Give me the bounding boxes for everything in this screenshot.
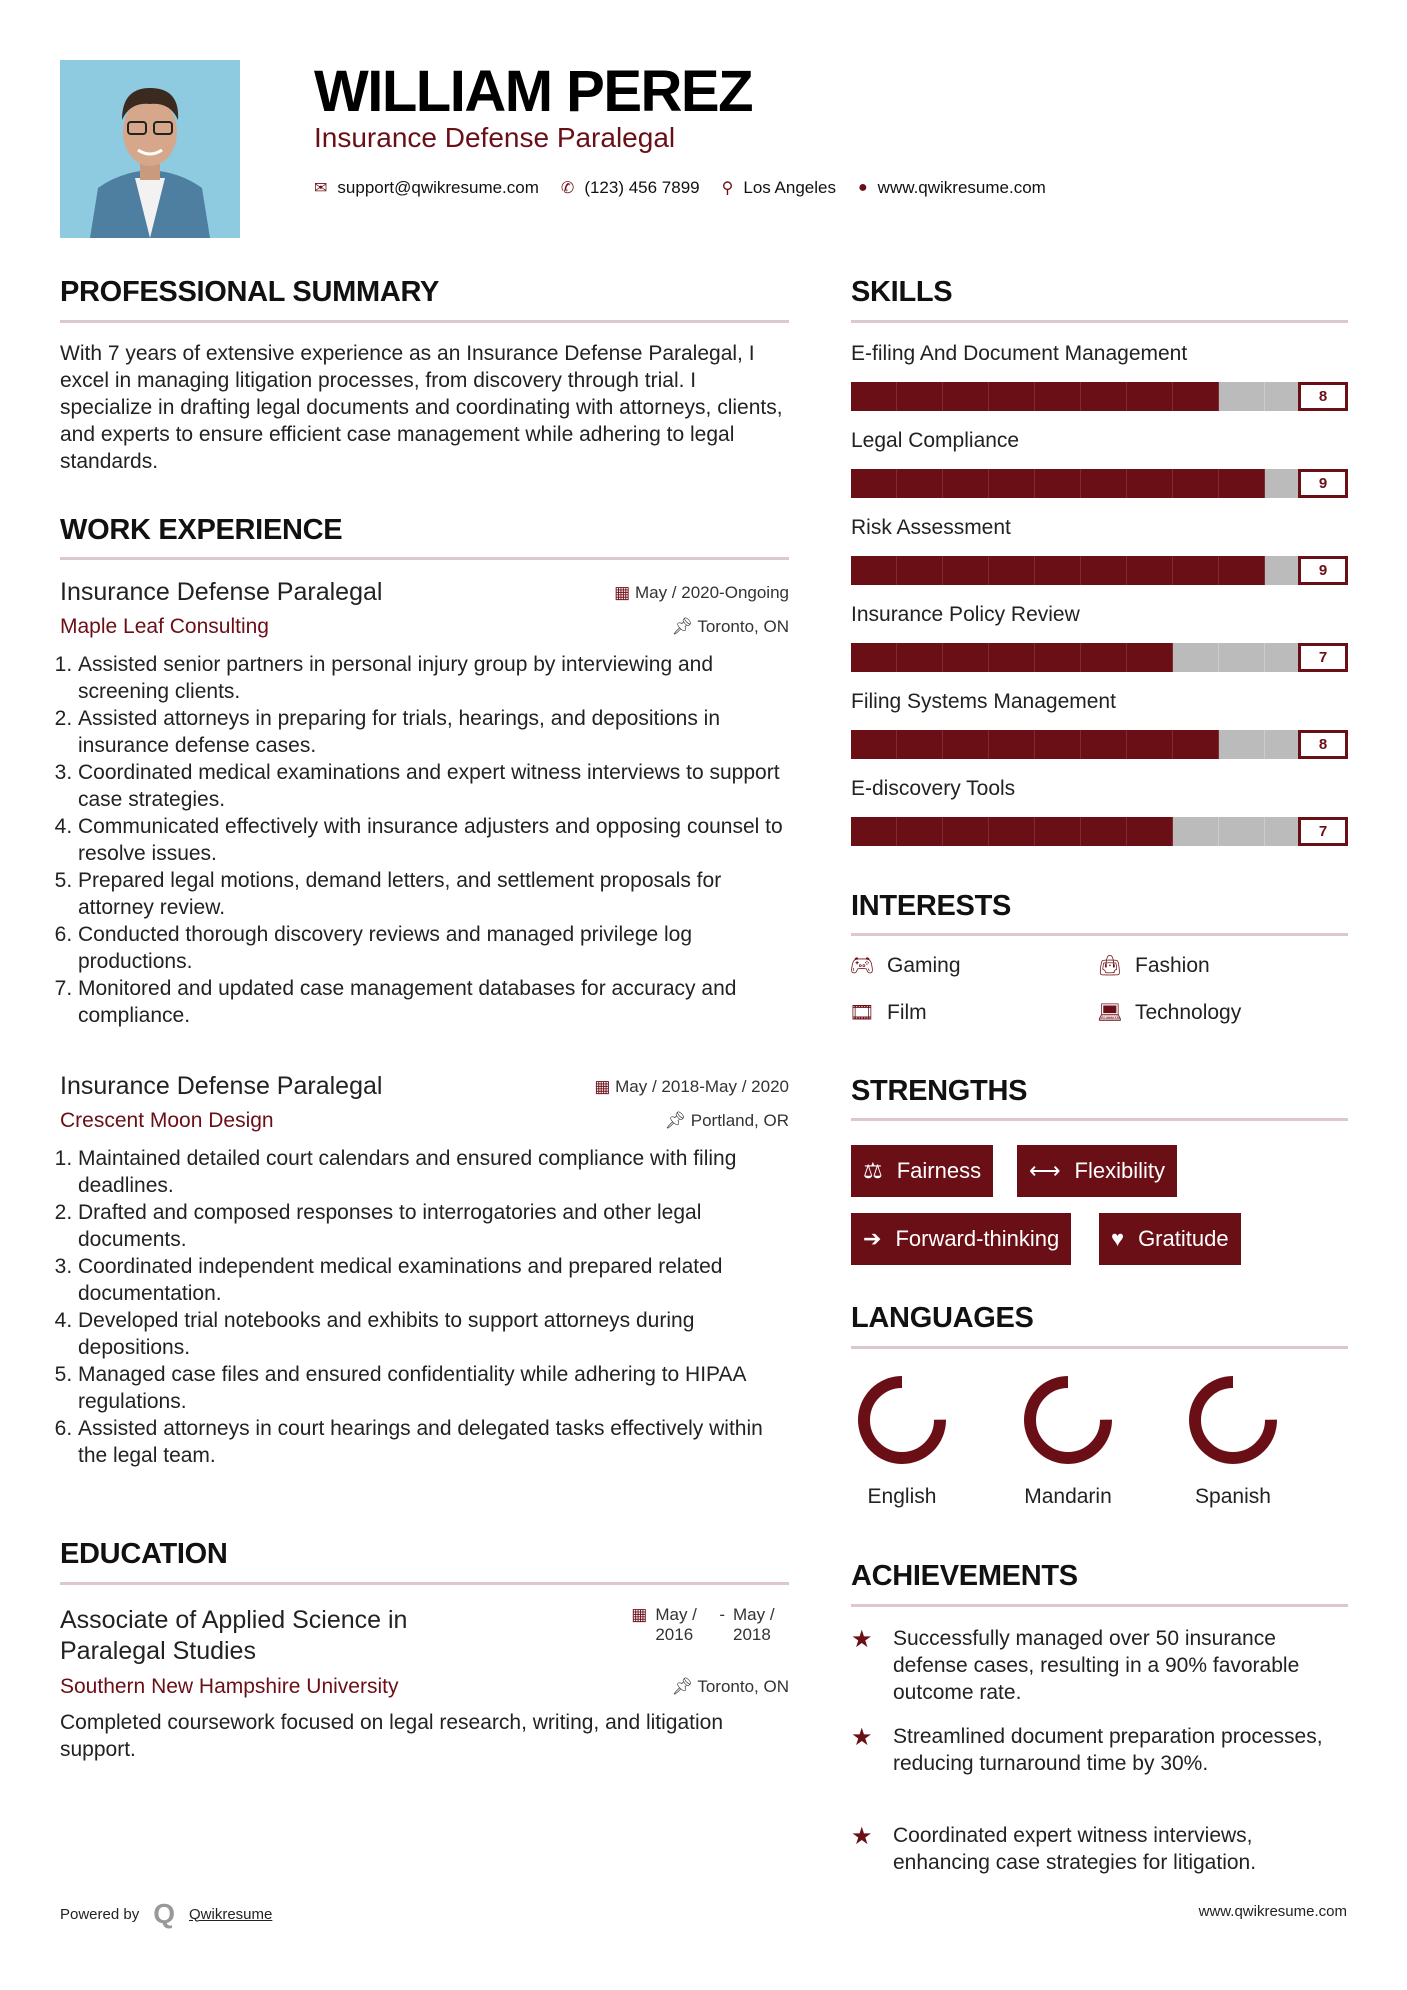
language-item xyxy=(1008,1372,1128,1509)
education-text: Completed coursework focused on legal research, writing, and litigation support. xyxy=(60,1711,724,1761)
section-divider xyxy=(60,1582,789,1585)
interest-label: Technology xyxy=(1135,1000,1242,1024)
skill-value: 7 xyxy=(1298,643,1348,672)
skill-bar xyxy=(851,382,1348,412)
skill-value: 9 xyxy=(1298,469,1348,498)
list-item: 6. Conducted thorough discovery reviews and managed privilege log productions. xyxy=(78,921,789,975)
interest-item xyxy=(1097,953,1210,978)
list-item: 2. Assisted attorneys in preparing for trials, hearings, and depositions in insurance defense cases. xyxy=(78,705,789,759)
edu-end: May / 2018 xyxy=(733,1605,775,1644)
job-bullets xyxy=(60,1145,789,1469)
skill-value: 8 xyxy=(1298,382,1348,411)
achievement-text: Coordinated expert witness interviews, enhancing case strategies for litigation. xyxy=(893,1824,1257,1874)
skills-heading: SKILLS xyxy=(851,276,953,308)
section-divider xyxy=(60,557,789,560)
interest-label: Gaming xyxy=(887,953,961,977)
skill-bar xyxy=(851,730,1348,760)
list-item: 5. Prepared legal motions, demand letters, and settlement proposals for attorney review. xyxy=(78,867,789,921)
list-item: 5. Managed case files and ensured confidentiality while adhering to HIPAA regulations. xyxy=(78,1361,789,1415)
skill-label: Legal Compliance xyxy=(851,429,1020,452)
pin-icon: 📌︎ xyxy=(671,1677,693,1696)
date-separator: - xyxy=(719,1605,725,1624)
star-icon: ★ xyxy=(851,1626,873,1653)
strength-tag xyxy=(851,1145,993,1197)
language-arc xyxy=(1030,1382,1106,1458)
strength-tag xyxy=(1017,1145,1177,1197)
contact-website[interactable]: www.qwikresume.com xyxy=(877,178,1046,197)
job-company: Crescent Moon Design xyxy=(60,1109,274,1132)
powered-by-label: Powered by xyxy=(60,1905,140,1923)
calendar-icon: ▦ xyxy=(631,1605,648,1624)
school: Southern New Hampshire University xyxy=(60,1675,399,1698)
strength-label: Forward-thinking xyxy=(895,1226,1060,1251)
interest-item xyxy=(1097,1000,1241,1025)
degree: Associate of Applied Science in Paralegal Studies xyxy=(60,1606,408,1665)
list-item: 3. Coordinated independent medical examinations and prepared related documentation. xyxy=(78,1253,789,1307)
skill-fill xyxy=(851,556,1265,585)
language-progress-ring xyxy=(1020,1372,1116,1468)
strength-tag xyxy=(851,1213,1071,1265)
job-entry xyxy=(60,1072,789,1469)
section-divider xyxy=(60,320,789,323)
skill-label: E-discovery Tools xyxy=(851,777,1016,800)
section-divider xyxy=(851,1346,1348,1349)
map-marker-icon: ⚲ xyxy=(721,180,734,197)
achievement-text: Successfully managed over 50 insurance defense cases, resulting in a 90% favorable outcome rate. xyxy=(893,1627,1300,1704)
profile-photo xyxy=(60,60,240,238)
job-location: Portland, OR xyxy=(690,1111,789,1130)
job-dates: May / 2018-May / 2020 xyxy=(615,1076,789,1096)
calendar-icon: ▦ xyxy=(594,1076,611,1096)
skill-value: 8 xyxy=(1298,730,1348,759)
candidate-title: Insurance Defense Paralegal xyxy=(314,122,676,153)
skill-fill xyxy=(851,817,1173,846)
summary-text: With 7 years of extensive experience as an Insurance Defense Paralegal, I excel in managing litigation processes, from discovery through trial. I specialize in drafting legal documents and coordinating with attorneys, clients, and experts to ensure efficient case management while adhering to legal standards. xyxy=(60,342,783,473)
list-item: 3. Coordinated medical examinations and expert witness interviews to support case strategies. xyxy=(78,759,789,813)
skill-fill xyxy=(851,643,1173,672)
education-entry xyxy=(60,1605,789,1763)
language-name: Spanish xyxy=(1195,1485,1271,1508)
arrow-right-icon: ➔ xyxy=(863,1226,882,1251)
job-title: Insurance Defense Paralegal xyxy=(60,578,383,606)
calendar-icon: ▦ xyxy=(614,582,631,602)
phone-icon: ✆ xyxy=(560,180,575,197)
interest-label: Film xyxy=(887,1000,927,1024)
strength-label: Gratitude xyxy=(1138,1226,1229,1251)
achievement-item xyxy=(851,1822,1351,1876)
edu-location: Toronto, ON xyxy=(697,1677,789,1696)
candidate-name: WILLIAM PEREZ xyxy=(314,59,753,124)
interest-item xyxy=(849,953,961,978)
achievement-item xyxy=(851,1723,1351,1777)
skill-fill xyxy=(851,469,1265,498)
contact-bar xyxy=(314,178,1046,198)
list-item: 1. Maintained detailed court calendars and ensured compliance with filing deadlines. xyxy=(78,1145,789,1199)
achievement-text: Streamlined document preparation processes, reducing turnaround time by 30%. xyxy=(893,1725,1323,1775)
job-entry xyxy=(60,578,789,1029)
brand-link[interactable]: Qwikresume xyxy=(189,1905,273,1923)
interest-item xyxy=(849,1000,927,1025)
language-name: English xyxy=(867,1485,937,1508)
list-item: 7. Monitored and updated case management databases for accuracy and compliance. xyxy=(78,975,789,1029)
job-title: Insurance Defense Paralegal xyxy=(60,1072,383,1100)
skill-fill xyxy=(851,730,1219,759)
section-divider xyxy=(851,1118,1348,1121)
skill-label: Insurance Policy Review xyxy=(851,603,1080,626)
strength-label: Flexibility xyxy=(1074,1158,1166,1183)
section-divider xyxy=(851,933,1348,936)
footer-powered xyxy=(60,1898,272,1930)
achievements-heading: ACHIEVEMENTS xyxy=(851,1560,1078,1592)
skill-bar xyxy=(851,817,1348,847)
languages-heading: LANGUAGES xyxy=(851,1302,1034,1334)
skill-bar xyxy=(851,643,1348,673)
job-dates: May / 2020-Ongoing xyxy=(634,582,789,602)
film-icon: 🎞︎ xyxy=(849,1002,875,1024)
heart-icon: ♥ xyxy=(1111,1226,1125,1251)
skill-label: Filing Systems Management xyxy=(851,690,1116,713)
pin-icon: 📌︎ xyxy=(671,617,693,636)
language-arc xyxy=(1195,1382,1271,1458)
star-icon: ★ xyxy=(851,1823,873,1850)
strength-label: Fairness xyxy=(896,1158,982,1183)
achievement-item xyxy=(851,1625,1351,1706)
job-location: Toronto, ON xyxy=(697,617,789,636)
job-company: Maple Leaf Consulting xyxy=(60,615,269,638)
pin-icon: 📌︎ xyxy=(664,1111,686,1130)
interests-heading: INTERESTS xyxy=(851,890,1012,922)
interest-label: Fashion xyxy=(1135,953,1210,977)
contact-location: Los Angeles xyxy=(743,178,836,197)
education-heading: EDUCATION xyxy=(60,1538,228,1570)
arrows-h-icon: ⟷ xyxy=(1029,1158,1061,1183)
list-item: 4. Developed trial notebooks and exhibits to support attorneys during depositions. xyxy=(78,1307,789,1361)
footer-website[interactable]: www.qwikresume.com xyxy=(1198,1903,1347,1920)
shopping-bag-icon: 👜︎ xyxy=(1097,955,1123,977)
language-name: Mandarin xyxy=(1024,1485,1112,1508)
work-heading: WORK EXPERIENCE xyxy=(60,514,343,546)
summary-heading: PROFESSIONAL SUMMARY xyxy=(60,276,440,308)
language-arc xyxy=(864,1382,940,1458)
star-icon: ★ xyxy=(851,1724,873,1751)
contact-phone: (123) 456 7899 xyxy=(584,178,700,197)
section-divider xyxy=(851,320,1348,323)
list-item: 2. Drafted and composed responses to interrogatories and other legal documents. xyxy=(78,1199,789,1253)
skill-value: 9 xyxy=(1298,556,1348,585)
list-item: 1. Assisted senior partners in personal injury group by interviewing and screening clients. xyxy=(78,651,789,705)
balance-scale-icon: ⚖ xyxy=(863,1158,883,1183)
language-item xyxy=(1173,1372,1293,1509)
language-progress-ring xyxy=(854,1372,950,1468)
language-progress-ring xyxy=(1185,1372,1281,1468)
language-item xyxy=(842,1372,962,1509)
list-item: 4. Communicated effectively with insurance adjusters and opposing counsel to resolve issues. xyxy=(78,813,789,867)
list-item: 6. Assisted attorneys in court hearings and delegated tasks effectively within the legal team. xyxy=(78,1415,789,1469)
laptop-icon: 💻︎ xyxy=(1097,1002,1123,1024)
skill-fill xyxy=(851,382,1219,411)
job-bullets xyxy=(60,651,789,1029)
edu-start: May / 2016 xyxy=(655,1605,697,1644)
qwikresume-logo-icon: Q xyxy=(153,1898,175,1929)
section-divider xyxy=(851,1604,1348,1607)
gamepad-icon: 🎮︎ xyxy=(849,955,875,977)
skill-value: 7 xyxy=(1298,817,1348,846)
strengths-heading: STRENGTHS xyxy=(851,1075,1028,1107)
skill-label: E-filing And Document Management xyxy=(851,342,1188,365)
skill-bar xyxy=(851,469,1348,499)
skill-label: Risk Assessment xyxy=(851,516,1011,539)
globe-icon: ● xyxy=(858,179,868,196)
contact-email[interactable]: support@qwikresume.com xyxy=(337,178,539,197)
envelope-icon: ✉ xyxy=(314,180,328,197)
strength-tag xyxy=(1099,1213,1241,1265)
skill-bar xyxy=(851,556,1348,586)
